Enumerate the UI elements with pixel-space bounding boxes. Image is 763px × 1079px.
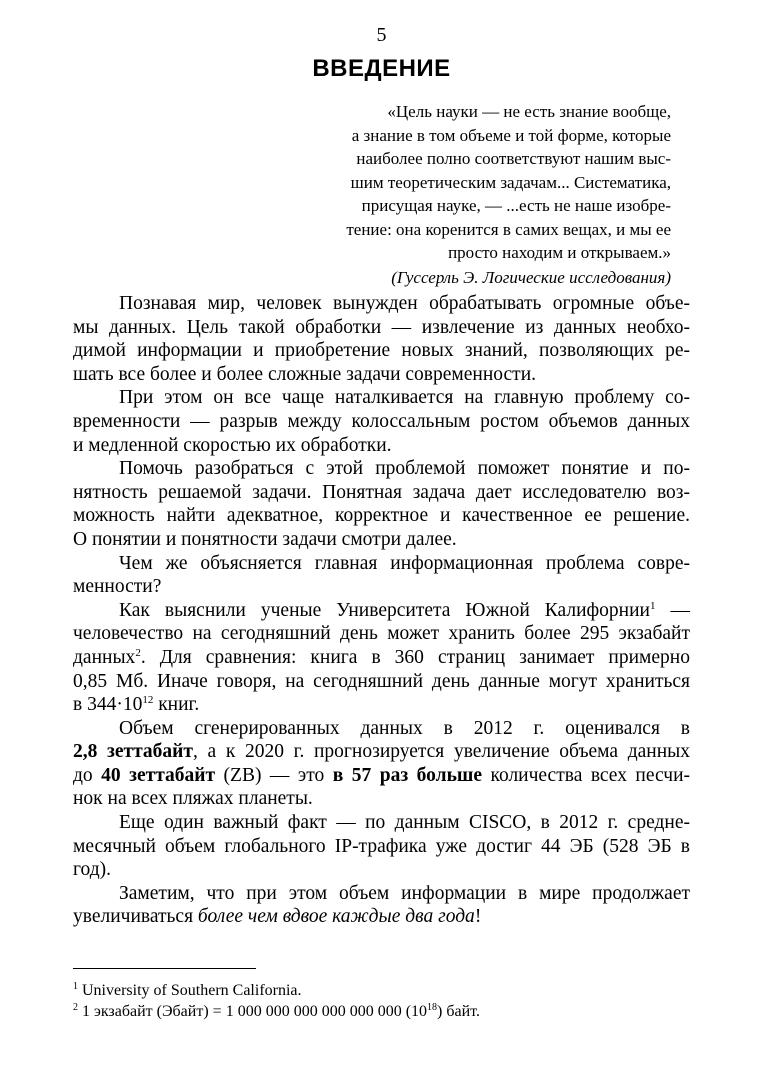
text-line: Помочь разобраться с этой проблемой поможет понятие и по- [119, 458, 690, 480]
text-line: менности? [73, 576, 162, 598]
page-number: 5 [376, 24, 387, 46]
text-line: месячный объем глобального IP-трафика уже достиг 44 ЭБ (528 ЭБ в [73, 835, 690, 857]
footnote-text: 1 экзабайт (Эбайт) = 1 000 000 000 000 000 000 (10 [78, 1003, 428, 1020]
epigraph-line: а знание в том объеме и той форме, которые [351, 125, 671, 145]
text-fragment: увеличиваться [73, 906, 198, 928]
bold-fragment: 40 зеттабайт [101, 764, 216, 786]
text-line: При этом он все чаще наталкивается на главную проблему со- [119, 387, 690, 409]
text-fragment: количества всех песчи- [482, 764, 690, 786]
footnote-mark: 1 [73, 981, 78, 992]
text-line: временности — разрыв между колоссальным ростом объемов данных [73, 410, 690, 432]
text-fragment: книг. [153, 694, 200, 716]
text-line: нятность решаемой задачи. Понятная задача дает исследователю воз- [73, 481, 690, 503]
body-text [73, 292, 690, 929]
text-line: Еще один важный факт — по данным CISCO, в 2012 г. средне- [119, 812, 690, 834]
text-line [73, 764, 690, 788]
text-line: и медленной скоростью их обработки. [73, 434, 392, 456]
text-fragment: ! [474, 906, 482, 928]
exponent: 12 [142, 694, 154, 707]
italic-fragment: более чем вдвое каждые два года [197, 906, 475, 928]
text-line [73, 599, 690, 623]
text-fragment: Как выяснили ученые Университета Южной Калифорнии [119, 599, 650, 621]
text-line: нок на всех пляжах планеты. [73, 788, 313, 810]
text-line [73, 646, 690, 670]
bold-fragment: в 57 раз больше [332, 764, 482, 786]
bold-fragment: 2,8 зеттабайт [73, 741, 193, 763]
text-fragment: данных [73, 646, 136, 668]
epigraph-line: шим теоретическим задачам... Систематика, [350, 172, 671, 192]
text-fragment: (ZB) — это [215, 764, 333, 786]
text-line: год). [73, 859, 111, 881]
footnote-2 [73, 1001, 480, 1022]
text-line: димой информации и приобретение новых знаний, позволяющих ре- [73, 340, 690, 362]
footnote-divider [73, 968, 256, 969]
text-line: Чем же объясняется главная информационная проблема совре- [119, 552, 690, 574]
text-line [73, 905, 690, 929]
text-line [73, 740, 690, 764]
text-fragment: , а к 2020 г. прогнозируется увеличение объема данных [193, 741, 691, 763]
text-line: 0,85 Мб. Иначе говоря, на сегодняшний день данные могут храниться [73, 670, 690, 692]
footnote-ref: 2 [135, 646, 141, 659]
epigraph-line: просто находим и открываем.» [448, 243, 671, 262]
exponent: 18 [427, 1002, 438, 1013]
epigraph [291, 100, 671, 289]
footnote-text: University of Southern California. [78, 982, 302, 999]
text-line: Объем сгенерированных данных в 2012 г. оценивался в [119, 717, 690, 739]
epigraph-line: наиболее полно соответствуют нашим выс- [356, 149, 671, 168]
text-fragment: в 344·10 [73, 694, 143, 716]
text-line: мы данных. Цель такой обработки — извлечение из данных необхо- [73, 316, 690, 338]
epigraph-line: присущая науке, — ...есть не наше изобре- [361, 196, 671, 215]
footnote-text: ) байт. [437, 1003, 480, 1020]
text-fragment: — [655, 599, 690, 621]
text-line: Заметим, что при этом объем информации в мире продолжает [119, 882, 690, 904]
footnotes [73, 980, 480, 1022]
text-fragment: до [73, 764, 102, 786]
footnote-1 [73, 980, 480, 1001]
text-line: можность найти адекватное, корректное и качественное ее решение. [73, 505, 690, 527]
epigraph-line: «Цель науки — не есть знание вообще, [387, 102, 671, 121]
text-line: человечество на сегодняшний день может хранить более 295 экзабайт [73, 623, 690, 645]
text-line: О понятии и понятности задачи смотри далее. [73, 528, 457, 550]
text-line: Познавая мир, человек вынужден обрабатывать огромные объе- [119, 293, 690, 314]
footnote-mark: 2 [73, 1002, 78, 1013]
chapter-heading: ВВЕДЕНИЕ [312, 55, 451, 82]
text-line [73, 693, 690, 717]
epigraph-line: тение: она коренится в самих вещах, и мы ее [346, 219, 671, 239]
footnote-ref: 1 [649, 599, 656, 612]
text-line: шать все более и более сложные задачи современности. [73, 363, 537, 385]
epigraph-source: (Гуссерль Э. Логические исследования) [391, 267, 671, 287]
text-fragment: . Для сравнения: книга в 360 страниц занимает примерно [140, 646, 690, 668]
